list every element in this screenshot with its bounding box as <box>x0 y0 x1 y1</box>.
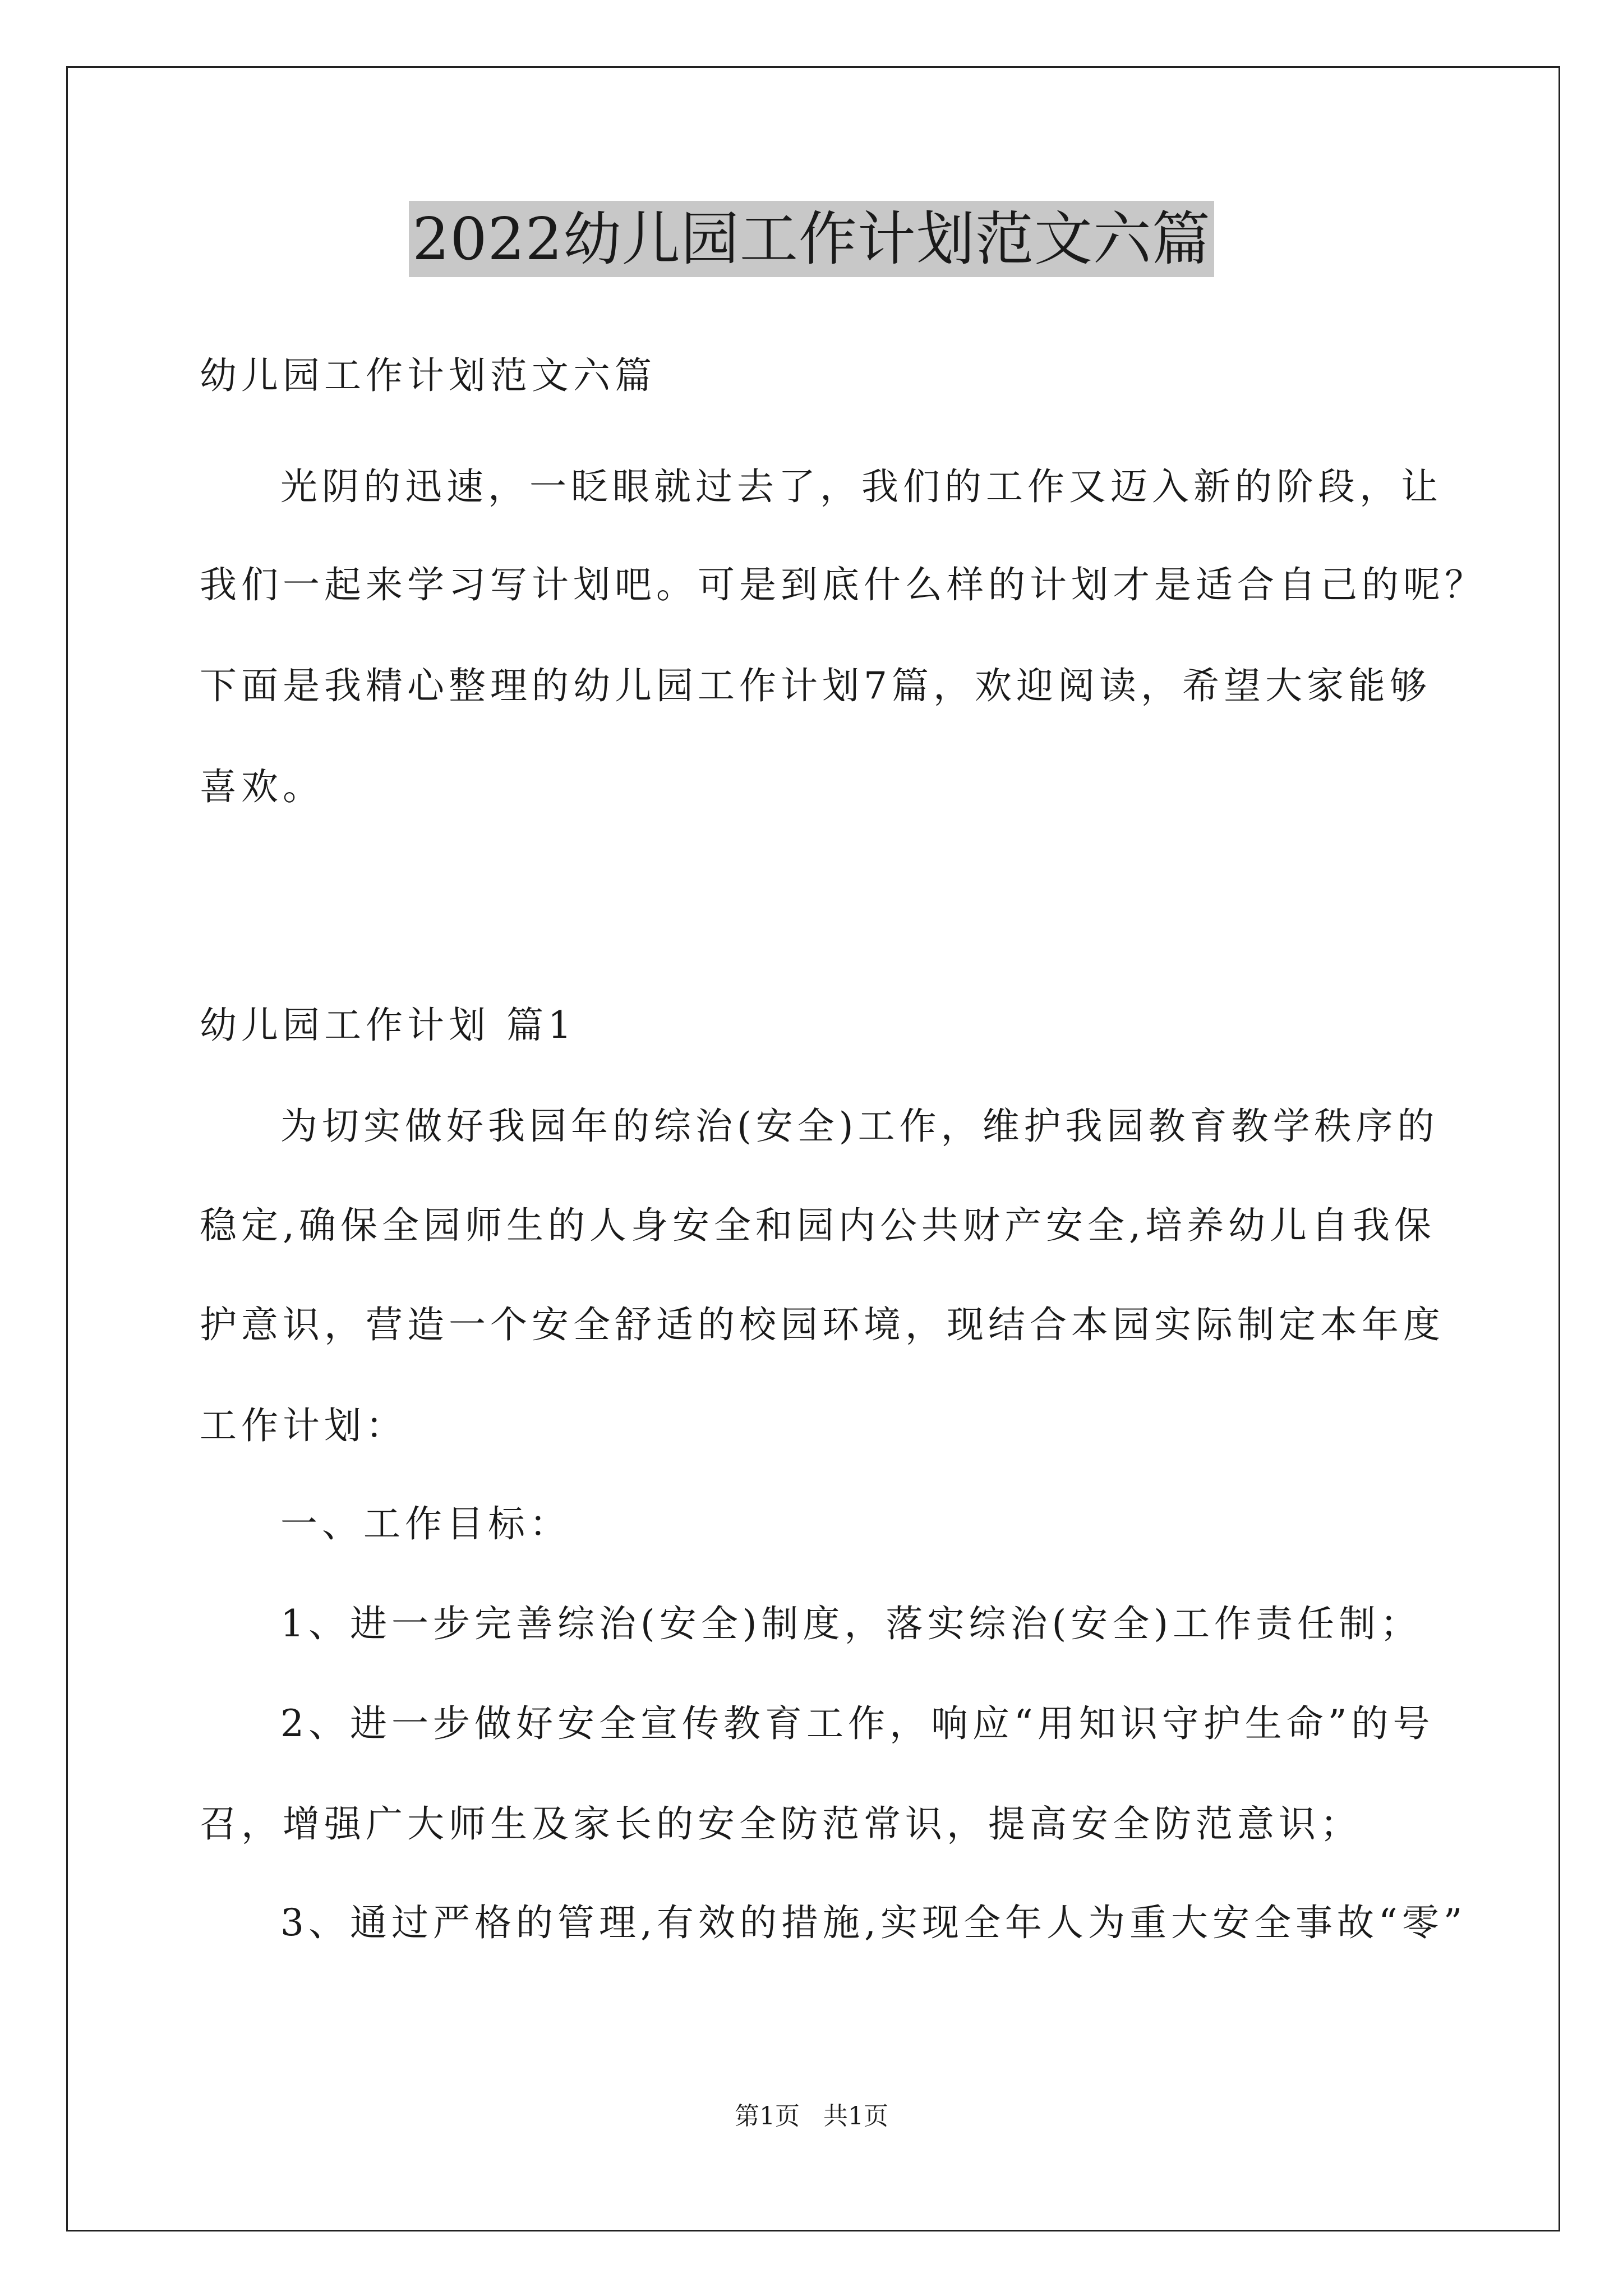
subtitle-line: 幼儿园工作计划范文六篇 <box>200 354 656 397</box>
list-item-continuation: 召，增强广大师生及家长的安全防范常识，提高安全防范意识； <box>200 1802 1362 1846</box>
document-title: 2022幼儿园工作计划范文六篇 <box>409 201 1214 277</box>
list-item: 2、进一步做好安全宣传教育工作，响应“用知识守护生命”的号 <box>280 1702 1435 1745</box>
paragraph-line: 下面是我精心整理的幼儿园工作计划7篇，欢迎阅读，希望大家能够 <box>200 664 1431 707</box>
list-item: 3、通过严格的管理,有效的措施,实现全年人为重大安全事故“零” <box>280 1901 1467 1944</box>
paragraph-line: 我们一起来学习写计划吧。可是到底什么样的计划才是适合自己的呢？ <box>200 563 1486 606</box>
paragraph-line: 喜欢。 <box>200 765 324 808</box>
paragraph-line: 护意识，营造一个安全舒适的校园环境，现结合本园实际制定本年度 <box>200 1303 1445 1346</box>
list-item: 1、进一步完善综治(安全)制度，落实综治(安全)工作责任制； <box>280 1602 1422 1645</box>
list-heading: 一、工作目标： <box>280 1502 571 1545</box>
paragraph-line: 稳定,确保全园师生的人身安全和园内公共财产安全,培养幼儿自我保 <box>200 1204 1436 1247</box>
title-wrap <box>0 201 1623 277</box>
paragraph-line: 光阴的迅速，一眨眼就过去了，我们的工作又迈入新的阶段，让 <box>280 465 1442 508</box>
section-heading: 幼儿园工作计划 篇1 <box>200 1004 576 1047</box>
paragraph-line: 工作计划： <box>200 1404 407 1447</box>
paragraph-line: 为切实做好我园年的综治(安全)工作，维护我园教育教学秩序的 <box>280 1105 1439 1148</box>
page-number-footer: 第1页 共1页 <box>735 2102 888 2131</box>
